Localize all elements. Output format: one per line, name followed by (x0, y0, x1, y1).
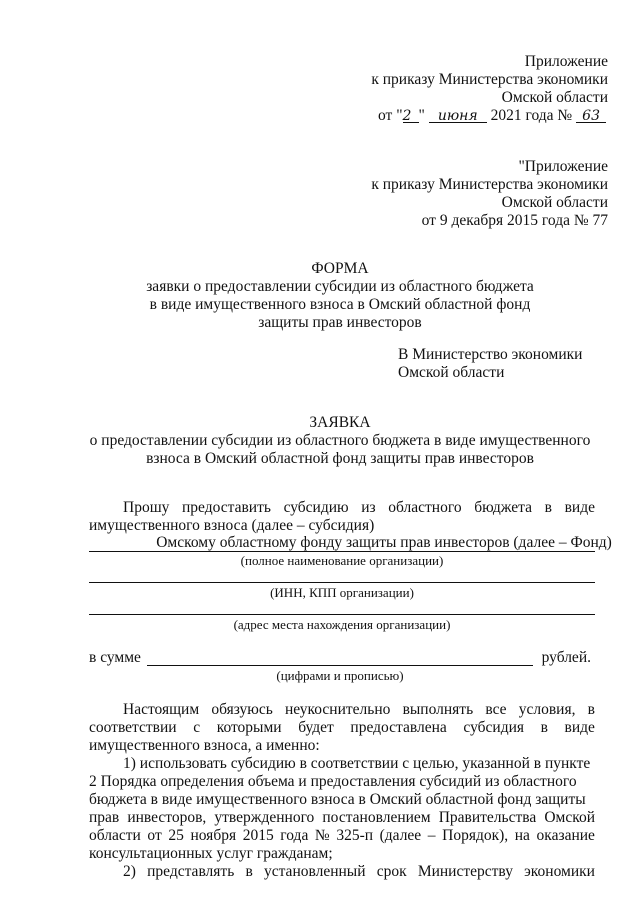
item1-line4 (89, 809, 595, 827)
request-line1 (123, 499, 595, 517)
form-title-line2: в виде имущественного взноса в Омский областной фонд (149, 296, 531, 313)
addressee-line2: Омской области (398, 364, 505, 381)
word: (далее (379, 827, 422, 844)
word: все (485, 701, 507, 718)
word: представлять (147, 863, 235, 880)
word: утвержденного (214, 809, 315, 826)
word: неукоснительно (285, 701, 391, 718)
order-date-line (378, 107, 606, 125)
word: ноября (190, 827, 237, 844)
addressee-line1: В Министерство экономики (398, 346, 583, 363)
word: Правительства (438, 809, 537, 826)
old-header-line4: от 9 декабря 2015 года № 77 (421, 212, 608, 229)
word: субсидию (283, 499, 349, 516)
item2-line1 (123, 863, 595, 881)
word: установленный (263, 863, 366, 880)
word: Омской (544, 809, 595, 826)
obligations-p1-line3: имущественного взноса, а именно: (89, 737, 320, 754)
word: прав (89, 809, 120, 826)
item1-line2: 2 Порядка определения объема и предоставления субсидий из областного (89, 773, 577, 790)
request-line2: имущественного взноса (далее – субсидия) (89, 517, 375, 534)
word: субсидия (463, 719, 524, 736)
word: 2015 (242, 827, 274, 844)
item1-line5 (89, 827, 595, 845)
order-header-line2: к приказу Министерства экономики (371, 71, 608, 88)
word: областного (388, 499, 462, 516)
word: 325-п (336, 827, 374, 844)
word: в (587, 701, 595, 718)
word: виде (564, 719, 595, 736)
word: экономики (524, 863, 595, 880)
word: области (89, 827, 141, 844)
word: года (280, 827, 309, 844)
word: от (147, 827, 162, 844)
order-number-field (576, 107, 606, 125)
word: которыми (216, 719, 282, 736)
form-title: ФОРМА (311, 260, 369, 277)
order-date-month: июня (437, 108, 478, 124)
obligations-p1-line1 (123, 701, 595, 719)
word: срок (376, 863, 407, 880)
word: постановлением (322, 809, 431, 826)
application-title-line2: взноса в Омский областной фонд защиты прав инвесторов (146, 450, 534, 467)
word: обязуюсь (211, 701, 273, 718)
word: 25 (168, 827, 184, 844)
item1-line1: 1) использовать субсидию в соответствии с целью, указанной в пункте (123, 755, 591, 772)
sum-suffix: рублей. (541, 649, 591, 666)
form-title-line1: заявки о предоставлении субсидии из областного бюджета (146, 278, 534, 295)
word: Министерству (417, 863, 513, 880)
word: инвесторов, (127, 809, 207, 826)
application-title: ЗАЯВКА (309, 414, 371, 431)
word: соответствии (89, 719, 177, 736)
item1-line3: бюджета в виде имущественного взноса в Омский областной фонд защиты (89, 791, 586, 808)
order-date-day-field (403, 107, 419, 125)
obligations-p1-line2 (89, 719, 595, 737)
word: бюджета (474, 499, 532, 516)
order-header-line1: Приложение (524, 53, 608, 70)
word: в (540, 719, 548, 736)
org-name-value: Омскому областному фонду защиты прав инвесторов (далее – Фонд) (156, 534, 612, 551)
word: в (245, 863, 253, 880)
old-header-line3: Омской области (501, 194, 608, 211)
word: 2) (123, 863, 136, 880)
order-header-line3: Омской области (501, 89, 608, 106)
address-underline (89, 614, 595, 615)
inn-underline (89, 582, 595, 583)
order-number: 63 (582, 108, 600, 124)
word: выполнять (402, 701, 474, 718)
word: будет (298, 719, 334, 736)
old-header-line1: "Приложение (518, 158, 608, 175)
form-title-line3: защиты прав инвесторов (258, 314, 422, 331)
word: условия, (518, 701, 576, 718)
word: на (514, 827, 530, 844)
order-date-month-field (429, 107, 487, 125)
old-header-line2: к приказу Министерства экономики (371, 176, 608, 193)
word: Порядок), (442, 827, 509, 844)
item1-line6: консультационных услуг гражданам; (89, 845, 333, 862)
word: – (427, 827, 436, 844)
word: оказание (536, 827, 595, 844)
inn-caption: (ИНН, КПП организации) (270, 585, 414, 600)
org-name-caption: (полное наименование организации) (240, 553, 444, 568)
word: Настоящим (123, 701, 200, 718)
word: из (361, 499, 376, 516)
word: предоставлена (350, 719, 447, 736)
sum-underline (147, 665, 533, 666)
order-date-year: 2021 года № (490, 107, 573, 124)
word: в (544, 499, 552, 516)
address-caption: (адрес места нахождения организации) (233, 617, 451, 632)
sum-prefix: в сумме (89, 649, 141, 666)
word: Прошу (123, 499, 170, 516)
order-date-prefix: от " (378, 107, 403, 124)
word: предоставить (182, 499, 271, 516)
word: виде (564, 499, 595, 516)
word: № (314, 827, 330, 844)
order-date-quote: " (418, 107, 425, 124)
word: с (193, 719, 201, 736)
application-title-line1: о предоставлении субсидии из областного бюджета в виде имущественного (89, 432, 591, 449)
sum-caption: (цифрами и прописью) (276, 668, 404, 683)
order-date-day: 2 (402, 108, 412, 124)
